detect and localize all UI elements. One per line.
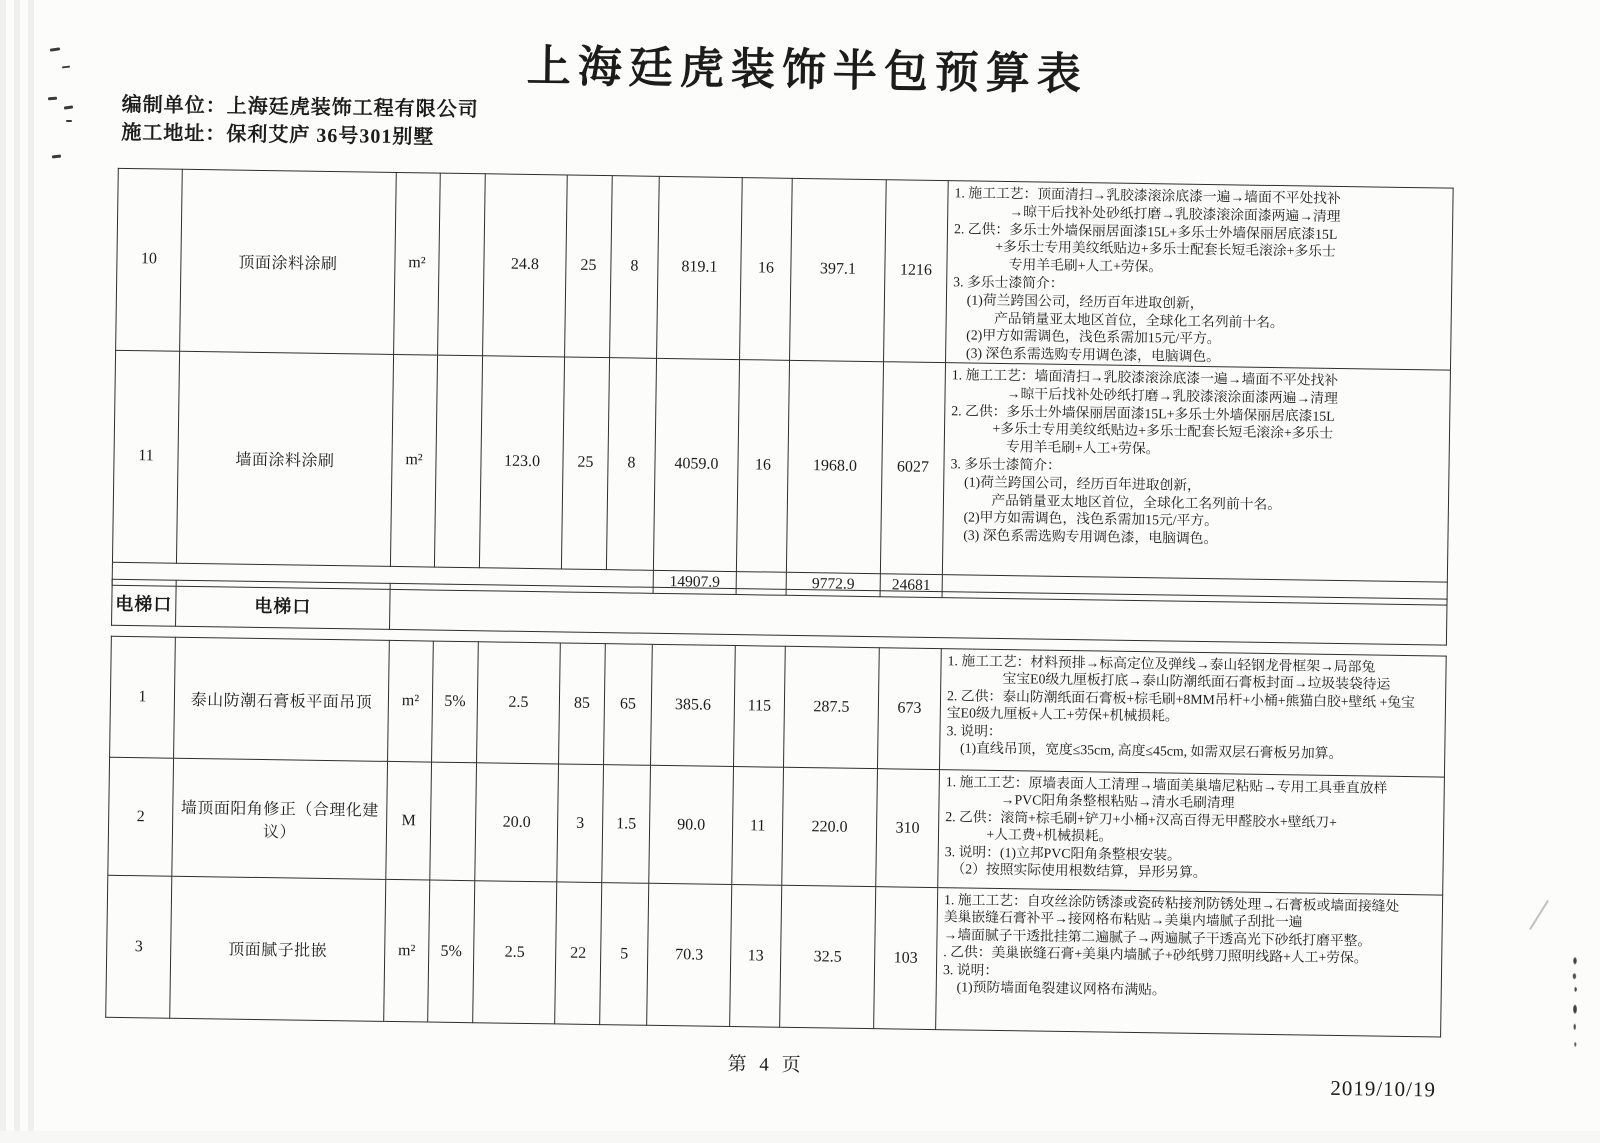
cell-material-price: 13 xyxy=(730,885,782,1028)
cell-material-amount: 397.1 xyxy=(790,178,887,361)
table-row xyxy=(116,168,1454,370)
cell-seq: 10 xyxy=(116,168,183,351)
cell-unit: m² xyxy=(390,354,437,567)
cell-total: 673 xyxy=(877,648,941,770)
cell-item-name: 顶面涂料涂刷 xyxy=(180,169,397,354)
cell-item-name: 泰山防潮石膏板平面吊顶 xyxy=(174,637,390,761)
page-number: 第 4 页 xyxy=(727,1053,805,1077)
table-row xyxy=(110,636,1447,777)
cell-total: 103 xyxy=(874,887,938,1030)
cell-loss: 5% xyxy=(428,880,475,1023)
cell-total: 6027 xyxy=(880,362,945,575)
cell-labor-price: 25 xyxy=(565,175,613,358)
budget-table-section2 xyxy=(105,636,1447,1038)
cell-loss xyxy=(438,173,486,356)
table-row xyxy=(106,875,1443,1037)
cell-loss: 5% xyxy=(432,641,479,763)
section-seq-cell: 电梯口 xyxy=(112,579,177,626)
cell-labor-aux-amount: 4059.0 xyxy=(653,358,739,571)
cell-unit: m² xyxy=(388,640,434,762)
cell-seq: 11 xyxy=(112,350,179,563)
subtotal-labor-aux: 14907.9 xyxy=(653,570,736,594)
cell-remarks xyxy=(946,181,1454,370)
cell-total: 310 xyxy=(876,769,940,888)
cell-remarks xyxy=(939,649,1446,777)
cell-qty: 2.5 xyxy=(477,642,561,764)
cell-remarks xyxy=(938,770,1445,895)
cell-total: 1216 xyxy=(884,180,949,363)
cell-material-price: 11 xyxy=(732,767,784,886)
scan-dash-artifact xyxy=(66,120,72,122)
cell-labor-aux-amount: 70.3 xyxy=(647,883,732,1026)
cell-material-amount: 220.0 xyxy=(782,767,878,886)
prepared-by-line: 编制单位：上海廷虎装饰工程有限公司 xyxy=(121,93,479,122)
table-row xyxy=(112,350,1450,582)
cell-unit: M xyxy=(386,761,432,880)
cell-material-amount: 32.5 xyxy=(780,885,876,1028)
cell-qty: 2.5 xyxy=(473,881,557,1024)
cell-labor-price: 22 xyxy=(555,882,602,1025)
cell-item-name: 墙面涂料涂刷 xyxy=(176,351,393,566)
remarks-text: 1. 施工工艺：自攻丝涂防锈漆或瓷砖粘接剂防锈处理→石膏板或墙面接缝处 美巢嵌缝石膏补平→接网格布粘贴→美巢内墙腻子刮批一遍 →墙面腻子干透批挂第二遍腻子→两遍腻子干透高光下砂纸打磨平整。 . 乙供：美巢嵌缝石膏+美巢内墙腻子+砂纸劈刀照明线路+人工+劳保。 3. 说明： (1)预防墙面龟裂建议网格布满贴。 xyxy=(942,892,1400,998)
cell-remarks xyxy=(936,888,1443,1037)
cell-loss xyxy=(434,355,482,568)
cell-qty: 123.0 xyxy=(479,356,564,569)
remarks-text: 1. 施工工艺：原墙表面人工清理→墙面美巢墙尼粘贴→专用工具垂直放样 →PVC阳角条整根粘贴→清水毛刷清理 2. 乙供：滚筒+棕毛刷+铲刀+小桶+汉高百得无甲醛胶水+壁纸刀+ +人工费+机械损耗。 3. 说明：(1)立邦PVC阳角条整根安装。 （2）按照实际使用根数结算，异形另算。 xyxy=(944,774,1388,881)
cell-labor-aux-amount: 819.1 xyxy=(657,176,743,359)
cell-material-amount: 1968.0 xyxy=(786,360,883,573)
document-title: 上海廷虎装饰半包预算表 xyxy=(526,41,1089,100)
cell-seq: 1 xyxy=(110,636,176,758)
cell-aux-price: 8 xyxy=(610,176,660,359)
cell-labor-price: 3 xyxy=(557,764,604,883)
cell-material-price: 16 xyxy=(740,178,793,361)
cell-aux-price: 1.5 xyxy=(602,765,651,884)
cell-labor-price: 85 xyxy=(559,643,606,765)
cell-item-name: 墙顶面阳角修正（合理化建议） xyxy=(172,758,388,879)
table-row xyxy=(108,757,1445,895)
cell-labor-aux-amount: 90.0 xyxy=(649,765,734,884)
cell-material-price: 16 xyxy=(736,360,789,573)
remarks-text: 1. 施工工艺：材料预排→标高定位及弹线→泰山轻钢龙骨框架→局部兔 宝宝E0级九厘板打底→泰山防潮纸面石膏板封面→垃圾装袋待运 2. 乙供：泰山防潮纸面石膏板+棕毛刷+8MM吊杆+小桶+熊猫白胶+壁纸 +兔宝 宝E0级九厘板+人工+劳保+机械损耗。 3. 说明： (1)直线吊顶，宽度≤35cm, 高度≤45cm, 如需双层石膏板另加算。 xyxy=(946,653,1416,762)
remarks-text: 1. 施工工艺：顶面清扫→乳胶漆滚涂底漆一遍→墙面不平处找补 →晾干后找补处砂纸打磨→乳胶漆滚涂面漆两遍→清理 2. 乙供：多乐士外墙保丽居面漆15L+多乐士外墙保丽居底漆15L +多乐士专用美纹纸贴边+多乐士配套长短毛滚涂+多乐士 专用羊毛刷+人工+劳保。 3. 多乐士漆简介： (1)荷兰跨国公司，经历百年进取创新， 产品销量亚太地区首位，全球化工名列前十名。 (2)甲方如需调色，浅色系需加15元/平方。 (3) 深色系需选购专用调色漆，电脑调色。 xyxy=(952,185,1341,365)
cell-unit: m² xyxy=(394,172,441,355)
cell-seq: 3 xyxy=(106,875,172,1018)
cell-material-price: 115 xyxy=(734,646,786,768)
cell-labor-price: 25 xyxy=(561,357,609,570)
cell-item-name: 顶面腻子批嵌 xyxy=(170,876,386,1021)
cell-loss xyxy=(430,762,477,881)
cell-seq: 2 xyxy=(108,757,174,876)
cell-qty: 20.0 xyxy=(475,763,559,882)
cell-material-amount: 287.5 xyxy=(783,646,879,768)
subtotal-material: 9772.9 xyxy=(786,572,880,596)
remarks-text: 1. 施工工艺：墙面清扫→乳胶漆滚涂底漆一遍→墙面不平处找补 →晾干后找补处砂纸打磨→乳胶漆滚涂面漆两遍→清理 2. 乙供：多乐士外墙保丽居面漆15L+多乐士外墙保丽居底漆15L +多乐士专用美纹纸贴边+多乐士配套长短毛滚涂+多乐士 专用羊毛刷+人工+劳保。 3. 多乐士漆简介： (1)荷兰跨国公司，经历百年进取创新， 产品销量亚太地区首位，全球化工名列前十名。 (2)甲方如需调色，浅色系需加15元/平方。 (3) 深色系需选购专用调色漆，电脑调色。 xyxy=(949,367,1339,547)
cell-aux-price: 65 xyxy=(604,644,653,766)
subtotal-grand: 24681 xyxy=(880,574,942,598)
cell-aux-price: 5 xyxy=(600,883,649,1026)
section-name-cell: 电梯口 xyxy=(176,580,391,629)
cell-labor-aux-amount: 385.6 xyxy=(651,644,736,766)
cell-unit: m² xyxy=(384,879,430,1022)
budget-table-section1 xyxy=(112,168,1454,606)
site-address-line: 施工地址：保利艾庐 36号301别墅 xyxy=(121,121,435,149)
print-date: 2019/10/19 xyxy=(1330,1075,1437,1102)
cell-aux-price: 8 xyxy=(606,358,656,571)
scan-smudge-artifact xyxy=(1572,952,1578,1062)
cell-remarks xyxy=(942,363,1450,582)
cell-qty: 24.8 xyxy=(483,174,568,357)
